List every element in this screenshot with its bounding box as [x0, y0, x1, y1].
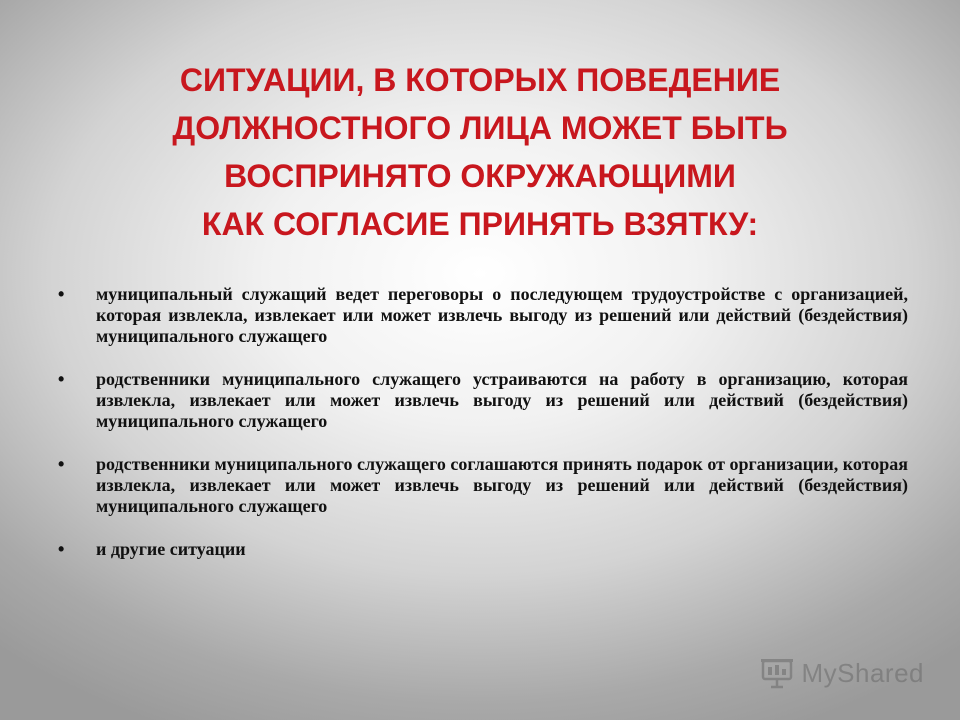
- bullet-item: [58, 539, 908, 560]
- slide-title: [60, 56, 900, 248]
- bullet-marker: •: [58, 284, 65, 304]
- title-line: ДОЛЖНОСТНОГО ЛИЦА МОЖЕТ БЫТЬ: [172, 110, 788, 146]
- title-line: СИТУАЦИИ, В КОТОРЫХ ПОВЕДЕНИЕ: [179, 62, 781, 98]
- bullet-item: [58, 284, 908, 347]
- bullet-item: [58, 454, 908, 517]
- bullet-marker: •: [58, 454, 65, 474]
- presentation-board-icon: [760, 657, 794, 689]
- bullet-text: муниципальный служащий ведет переговоры о последующем трудоустройстве с организацией, которая извлекла, извлекает или может извлечь выгоду из решений или действий (бездействия) муниципального служащего: [96, 284, 908, 346]
- watermark-text: MyShared: [801, 657, 924, 688]
- title-line: КАК СОГЛАСИЕ ПРИНЯТЬ ВЗЯТКУ:: [201, 206, 759, 242]
- watermark: [760, 656, 925, 690]
- bullet-list: [58, 284, 908, 582]
- bullet-marker: •: [58, 539, 65, 559]
- bullet-text: родственники муниципального служащего соглашаются принять подарок от организации, которая извлекла, извлекает или может извлечь выгоду из решений или действий (бездействия) муниципального служащего: [96, 454, 908, 516]
- bullet-text: и другие ситуации: [96, 539, 246, 559]
- title-line: ВОСПРИНЯТО ОКРУЖАЮЩИМИ: [224, 158, 736, 194]
- bullet-text: родственники муниципального служащего устраиваются на работу в организацию, которая извлекла, извлекает или может извлечь выгоду из решений или действий (бездействия) муниципального служащего: [96, 369, 908, 431]
- bullet-marker: •: [58, 369, 65, 389]
- bullet-item: [58, 369, 908, 432]
